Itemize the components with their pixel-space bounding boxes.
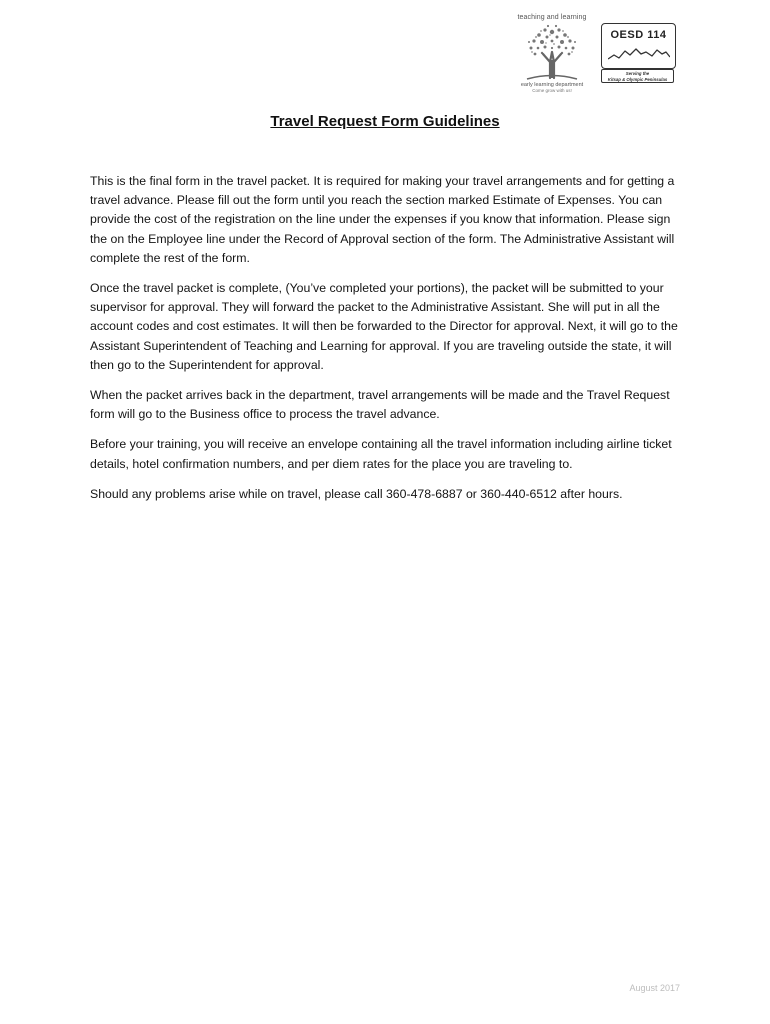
logo-bottom-text: early learning department bbox=[520, 82, 584, 88]
paragraph-3: When the packet arrives back in the department, travel arrangements will be made and the Travel Request form will go to the Business office to process the travel advance. bbox=[90, 388, 670, 422]
logo-tagline: Come grow with us! bbox=[532, 88, 572, 93]
oesd-logo-box bbox=[601, 23, 676, 69]
oesd-logo-subtitle bbox=[601, 69, 674, 83]
paragraph-5: Should any problems arise while on travel, please call 360-478-6887 or 360-440-6512 after hours. bbox=[90, 486, 623, 501]
oesd-logo-title: OESD 114 bbox=[610, 29, 667, 41]
document-body bbox=[90, 172, 686, 515]
document-title: Travel Request Form Guidelines bbox=[270, 113, 500, 130]
oesd-subtitle-line1: Serving the bbox=[625, 71, 650, 76]
paragraph-2: Once the travel packet is complete, (You’ve completed your portions), the packet will be submitted to your supervisor for approval. They will forward the packet to the Administrative Assistant. She will put in all the account codes and cost estimates. It will then be forwarded to the Director for approval. Next, it will go to the Assistant Superintendent of Teaching and Learning for approval. If you are traveling outside the state, it will then go to the Superintendent for approval. bbox=[90, 281, 678, 372]
oesd-114-logo bbox=[601, 23, 676, 85]
footer-date: August 2017 bbox=[629, 983, 680, 993]
paragraph-1: This is the final form in the travel packet. It is required for making your travel arrangements and for getting a travel advance. Please fill out the form until you reach the section marked Estimate of Expenses. You can provide the cost of the registration on the line under the expenses if you know that information. Please sign the on the Employee line under the Record of Approval section of the form. The Administrative Assistant will complete the rest of the form. bbox=[90, 174, 675, 265]
tree-icon bbox=[517, 22, 587, 82]
paragraph-4: Before your training, you will receive an envelope containing all the travel information including airline ticket details, hotel confirmation numbers, and per diem rates for the place you are traveling to. bbox=[90, 437, 672, 471]
mountain-icon bbox=[608, 46, 670, 62]
oesd-subtitle-line2: Kitsap & Olympic Peninsulas bbox=[607, 76, 668, 82]
logo-top-text: teaching and learning bbox=[517, 14, 587, 21]
teaching-and-learning-logo bbox=[512, 14, 592, 98]
